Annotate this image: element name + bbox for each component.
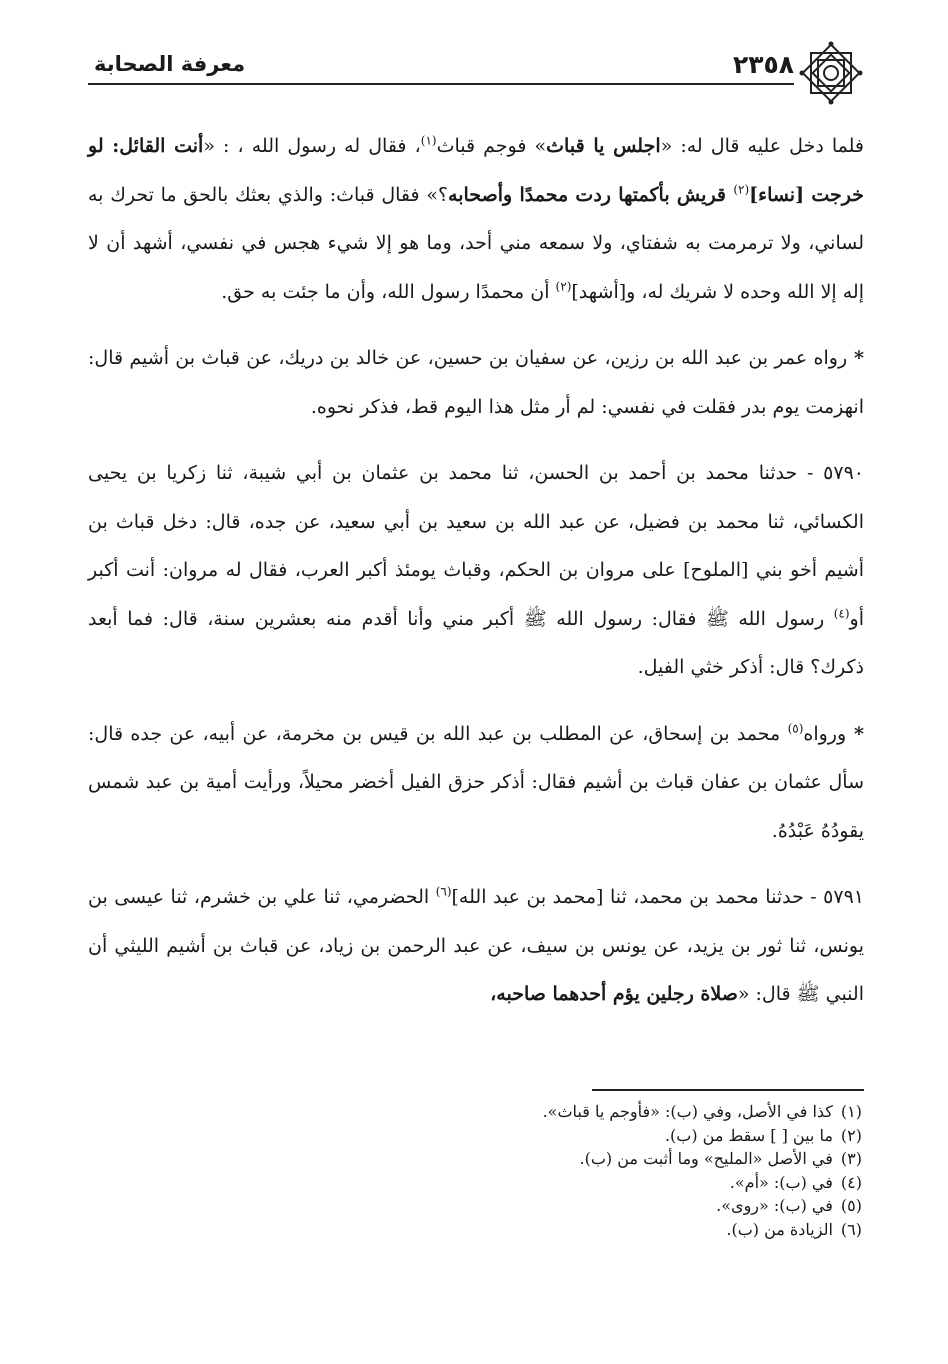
- footnote-item: [300, 1194, 862, 1218]
- footnote-text: في (ب): «أم».: [729, 1172, 833, 1192]
- paragraph-p1: [88, 122, 864, 316]
- text-run: محمد بن إسحاق، عن المطلب بن عبد الله بن قيس بن مخرمة، عن أبيه، عن جده قال: سأل عثمان بن عفان قباث بن أشيم فقال: أذكر حزق الفيل أخضر محيلاً، ورأيت أمية بن عبد شمس يقودُهُ عَبْدُهُ.: [88, 722, 864, 842]
- bold-text: اجلس يا قباث: [546, 135, 661, 157]
- ornament-star-icon: [798, 40, 864, 106]
- page-header: [88, 40, 864, 112]
- bold-text: *: [846, 722, 864, 745]
- footnote-ref: (٥): [787, 721, 804, 736]
- text-run: ورواه: [803, 722, 847, 745]
- paragraph-p2: [88, 334, 864, 431]
- footnote-text: ما بين [ ] سقط من (ب).: [664, 1125, 833, 1145]
- bold-text: أنت القائل: لو خرجت [نساء]: [88, 135, 865, 206]
- footnote-number: (١): [840, 1102, 862, 1121]
- footnote-item: [300, 1100, 862, 1124]
- text-run: فلما دخل عليه قال له: «: [660, 135, 865, 157]
- footnote-number: (٣): [840, 1149, 862, 1168]
- footnote-number: (٢): [840, 1125, 862, 1145]
- footnote-ref: (٢): [555, 279, 572, 294]
- text-run: ؟» فقال قباث: والذي بعثك بالحق ما تحرك به لساني، ولا ترمرمت به شفتاي، ولا سمعه مني أحد، وما هو إلا شيء هجس في نفسي، أشهد أن لا إله إلا الله وحده لا شريك له، و[أشهد]: [88, 183, 864, 303]
- running-title: معرفة الصحابة: [94, 52, 246, 76]
- bold-text: قريش بأكمتها ردت محمدًا وأصحابه: [448, 183, 734, 206]
- paragraph-p5: [88, 873, 864, 1019]
- footnote-text: في الأصل «المليح» وما أثبت من (ب).: [579, 1149, 833, 1168]
- text-run: ٥٧٩٠ - حدثنا محمد بن أحمد بن الحسن، ثنا محمد بن عثمان بن أبي شيبة، ثنا زكريا بن يحيى الكسائي، ثنا محمد بن فضيل، عن عبد الله بن سعيد بن أبي سعيد، عن جده، قال: دخل قباث بن أشيم أخو بني [الملوح] على مروان بن الحكم، وقباث يومئذ أكبر العرب، فقال له مروان: أنت أكبر أو: [88, 462, 864, 630]
- text-run: ٥٧٩١ - حدثنا محمد بن محمد، ثنا [محمد بن عبد الله]: [451, 886, 864, 908]
- text-run: » فوجم قباث: [436, 135, 547, 157]
- bold-text: *: [847, 347, 864, 369]
- footnote-number: (٥): [840, 1196, 862, 1215]
- footnote-ref: (٦): [435, 884, 452, 899]
- text-run: الحضرمي، ثنا علي بن خشرم، ثنا عيسى بن يونس، ثنا ثور بن يزيد، عن يونس بن سيف، عن عبد الرحمن بن زياد، عن قباث بن أشيم الليثي أن النبي ﷺ قال: «: [88, 886, 864, 1005]
- footnote-item: [300, 1218, 862, 1242]
- footnote-item: [300, 1147, 862, 1171]
- footnote-text: الزيادة من (ب).: [726, 1219, 833, 1239]
- header-rule: [88, 83, 794, 85]
- text-run: رواه عمر بن عبد الله بن رزين، عن سفيان بن حسين، عن خالد بن دريك، عن قباث بن أشيم قال: انهزمت يوم بدر فقلت في نفسي: لم أر مثل هذا اليوم قط، فذكر نحوه.: [88, 347, 864, 418]
- footnote-number: (٦): [840, 1219, 862, 1239]
- bold-text: صلاة رجلين يؤم أحدهما صاحبه،: [490, 983, 738, 1005]
- footnote-ref: (١): [420, 133, 437, 148]
- page-number: ٢٣٥٨: [732, 50, 794, 79]
- footnote-separator: [592, 1089, 864, 1091]
- footnote-item: [300, 1124, 862, 1148]
- text-run: ، فقال له رسول الله ، : «: [203, 135, 421, 157]
- text-run: أن محمدًا رسول الله، وأن ما جئت به حق.: [221, 280, 556, 303]
- footnote-number: (٤): [840, 1172, 862, 1192]
- paragraph-p4: [88, 710, 864, 856]
- footnote-text: في (ب): «روى».: [716, 1196, 833, 1215]
- text-run: رسول الله ﷺ فقال: رسول الله ﷺ أكبر مني وأنا أقدم منه بعشرين سنة، قال: فما أبعد ذكرك؟ قال: أذكر خثي الفيل.: [88, 607, 864, 678]
- footnote-text: كذا في الأصل، وفي (ب): «فأوجم يا قباث».: [542, 1102, 833, 1121]
- footnote-ref: (٢): [733, 182, 750, 197]
- footnote-item: [300, 1171, 862, 1195]
- footnote-ref: (٤): [833, 606, 850, 621]
- footnotes: [300, 1100, 862, 1241]
- paragraph-p3: [88, 449, 864, 692]
- main-text: [88, 122, 864, 1037]
